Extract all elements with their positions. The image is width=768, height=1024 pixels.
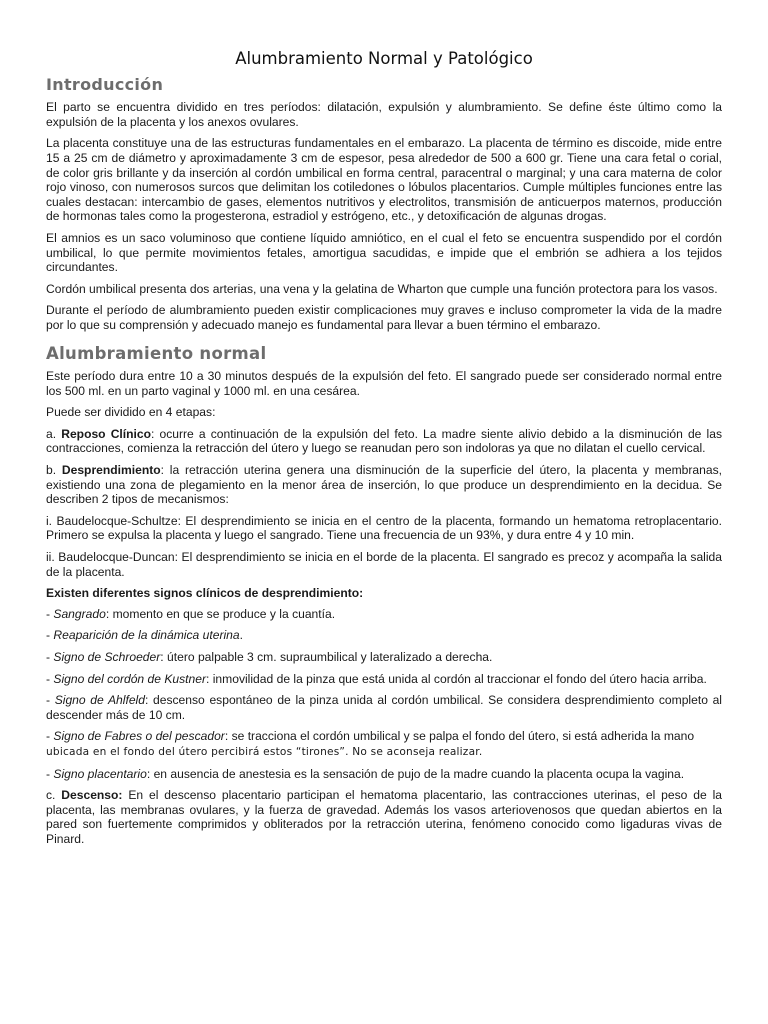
stage-c-term: Descenso:: [61, 788, 123, 803]
stage-a-prefix: a.: [46, 426, 62, 441]
dash: -: [46, 650, 54, 664]
sign-sangrado: [46, 607, 722, 622]
stage-b-prefix: b.: [46, 463, 62, 478]
stage-b: [46, 463, 722, 507]
intro-paragraph-2: La placenta constituye una de las estructuras fundamentales en el embarazo. La placenta de término es discoide, mide entre 15 a 25 cm de diámetro y aproximadamente 3 cm de espesor, pesa alrededor de 500 a 600 gr. Tiene una cara fetal o corial, de color gris brillante y da inserción al cordón umbilical en forma central, paracentral o marginal; y una cara materna de color rojo vinoso, con numerosos surcos que delimitan los cotiledones o lóbulos placentarios. Cumple múltiples funciones entre las cuales destacan: intercambio de gases, elementos nutritivos y electrolitos, transmisión de anticuerpos maternos, producción de hormonas tales como la progesterona, estradiol y estrógeno, etc., y detoxificación de algunas drogas.: [46, 136, 722, 224]
intro-paragraph-5: Durante el período de alumbramiento pueden existir complicaciones muy graves e incluso comprometer la vida de la madre por lo que su comprensión y adecuado manejo es fundamental para llevar a buen término el embarazo.: [46, 303, 722, 332]
sign-text-continued: ubicada en el fondo del útero percibirá estos “tirones”. No se aconseja realizar.: [46, 745, 483, 758]
sign-term: Signo de Fabres o del pescador: [53, 729, 225, 744]
sign-kustner: [46, 672, 722, 687]
sign-text: : útero palpable 3 cm. supraumbilical y lateralizado a derecha.: [160, 650, 493, 664]
sign-term: Reaparición de la dinámica uterina: [53, 628, 240, 643]
document-title: Alumbramiento Normal y Patológico: [235, 49, 533, 68]
stage-c-prefix: c.: [46, 788, 62, 803]
stage-c-text: En el descenso placentario participan el hematoma placentario, las contracciones uterinas, el peso de la placenta, las membranas ovulares, y la fuerza de gravedad. Además los vasos arteriovenosos que quedan abiertos en la pared son fuertemente comprimidos y obliterados por la retracción uterina, fenómeno conocido como ligaduras vivas de Pinard.: [46, 788, 722, 846]
sign-term: Signo del cordón de Kustner: [53, 671, 207, 686]
sign-text: .: [239, 628, 243, 643]
intro-paragraph-1: El parto se encuentra dividido en tres períodos: dilatación, expulsión y alumbramiento. Se define éste último como la expulsión de la placenta y los anexos ovulares.: [46, 100, 722, 129]
sign-term: Signo de Schroeder: [53, 650, 161, 664]
heading-introduccion: Introducción: [46, 74, 164, 94]
dash: -: [46, 729, 54, 744]
sign-text: : en ausencia de anestesia es la sensación de pujo de la madre cuando la placenta ocupa la vagina.: [146, 766, 685, 781]
sign-text: : descenso espontáneo de la pinza unida al cordón umbilical. Se considera desprendimiento completo al descender más de 10 cm.: [46, 693, 722, 722]
stage-a: [46, 427, 722, 456]
sign-placentario: [46, 767, 722, 782]
document-page: [46, 49, 722, 854]
sign-fabres: [46, 729, 722, 759]
signs-heading-text: Existen diferentes signos clínicos de desprendimiento:: [46, 586, 364, 601]
sign-term: Sangrado: [53, 606, 106, 621]
stage-b-text: : la retracción uterina genera una disminución de la superficie del útero, la placenta y membranas, existiendo una zona de plegamiento en la menor área de inserción, lo que produce un desprendimiento en la decidua. Se describen 2 tipos de mecanismos:: [46, 463, 722, 507]
sign-schroeder: [46, 650, 722, 665]
sign-text: : se tracciona el cordón umbilical y se palpa el fondo del útero, si está adherida la mano: [224, 729, 695, 744]
signs-heading: [46, 586, 722, 601]
mechanism-ii: ii. Baudelocque-Duncan: El desprendimiento se inicia en el borde de la placenta. El sangrado es precoz y acompaña la salida de la placenta.: [46, 550, 722, 579]
sign-text: : inmovilidad de la pinza que está unida al cordón al traccionar el fondo del útero hacia arriba.: [206, 671, 707, 686]
intro-paragraph-3: El amnios es un saco voluminoso que contiene líquido amniótico, en el cual el feto se encuentra suspendido por el cordón umbilical, lo que permite movimientos fetales, amortigua sacudidas, e impide que el embrión se adhiera a los tejidos circundantes.: [46, 230, 722, 275]
dash: -: [46, 628, 54, 643]
heading-alumbramiento-normal: Alumbramiento normal: [46, 343, 267, 363]
dash: -: [46, 766, 54, 781]
intro-paragraph-4: Cordón umbilical presenta dos arterias, una vena y la gelatina de Wharton que cumple una función protectora para los vasos.: [46, 281, 718, 296]
dash: -: [46, 693, 55, 708]
mechanism-i: i. Baudelocque-Schultze: El desprendimiento se inicia en el centro de la placenta, formando un hematoma retroplacentario. Primero se expulsa la placenta y luego el sangrado. Tiene una frecuencia de un 93%, y dura entre 4 y 10 min.: [46, 513, 722, 543]
sign-term: Signo placentario: [53, 766, 147, 781]
stage-b-term: Desprendimiento: [61, 463, 161, 478]
normal-paragraph-1: Este período dura entre 10 a 30 minutos después de la expulsión del feto. El sangrado puede ser considerado normal entre los 500 ml. en un parto vaginal y 1000 ml. en una cesárea.: [46, 369, 722, 398]
dash: -: [46, 671, 54, 686]
stage-c: [46, 788, 722, 846]
stage-a-text: : ocurre a continuación de la expulsión del feto. La madre siente alivio debido a la disminución de las contracciones, comienza la retracción del útero y luego se reanudan pero son indoloras ya que no dilatan el cuello cervical.: [46, 426, 722, 456]
sign-text: : momento en que se produce y la cuantía.: [105, 606, 336, 621]
sign-term: Signo de Ahlfeld: [54, 693, 145, 708]
sign-reaparicion: [46, 628, 722, 643]
normal-paragraph-2: Puede ser dividido en 4 etapas:: [46, 405, 216, 420]
dash: -: [46, 606, 54, 621]
sign-ahlfeld: [46, 693, 722, 722]
stage-a-term: Reposo Clínico: [61, 426, 152, 441]
